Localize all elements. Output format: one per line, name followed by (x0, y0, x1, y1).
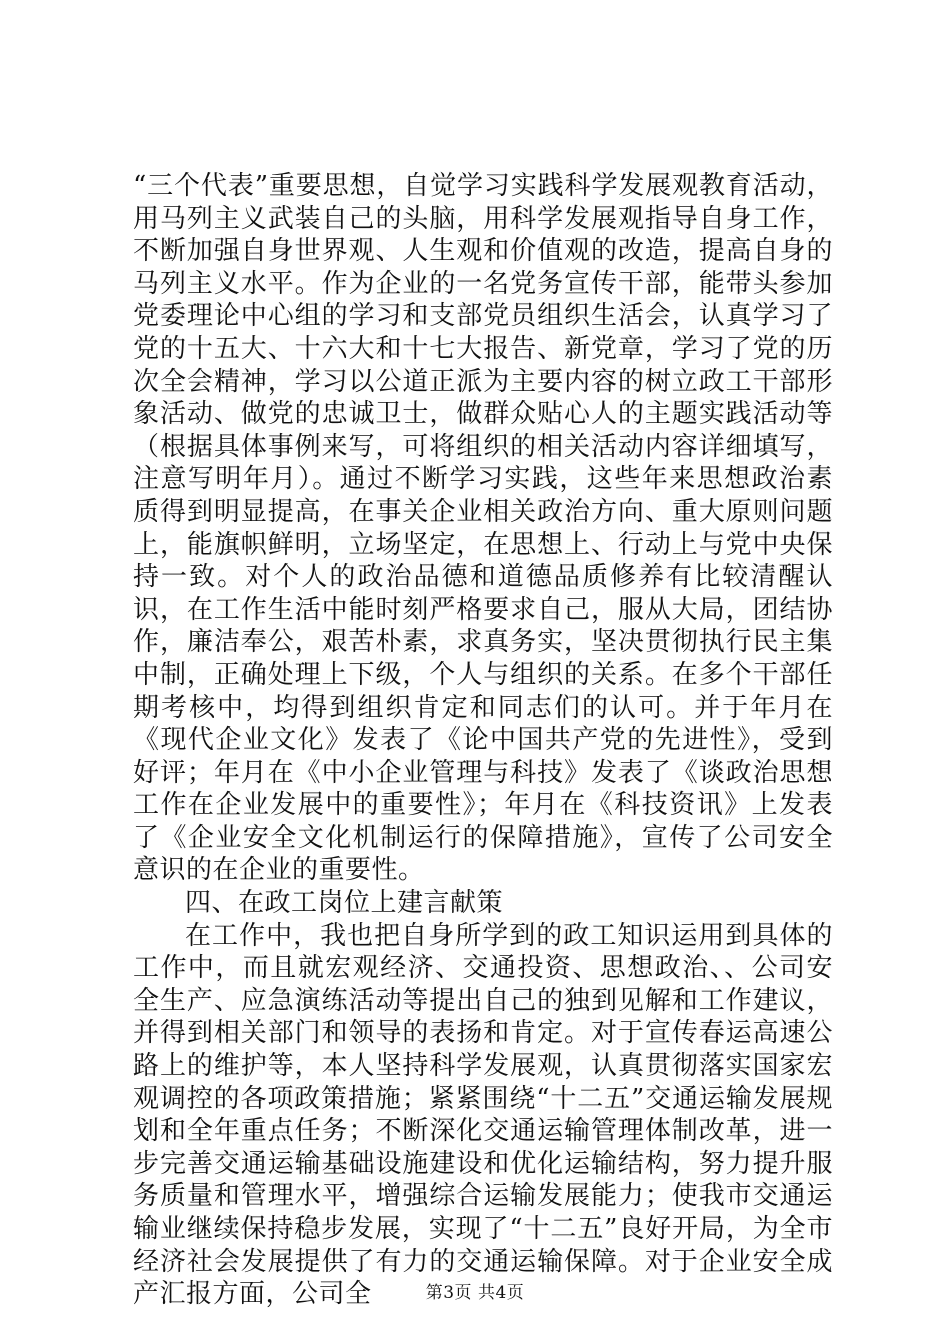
section-heading-4: 四、在政工岗位上建言献策 (185, 888, 504, 919)
paragraph-political-study: “三个代表”重要思想，自觉学习实践科学发展观教育活动，用马列主义武装自己的头脑，用科学发展观指导自身工作，不断加强自身世界观、人生观和价值观的改造，提高自身的马列主义水平。作为企业的一名党务宣传干部，能带头参加党委理论中心组的学习和支部党员组织生活会，认真学习了党的十五大、十六大和十七大报告、新党章，学习了党的历次全会精神，学习以公道正派为主要内容的树立政工干部形象活动、做党的忠诚卫士，做群众贴心人的主题实践活动等（根据具体事例来写，可将组织的相关活动内容详细填写，注意写明年月）。通过不断学习实践，这些年来思想政治素质得到明显提高，在事关企业相关政治方向、重大原则问题上，能旗帜鲜明，立场坚定，在思想上、行动上与党中央保持一致。对个人的政治品德和道德品质修养有比较清醒认识，在工作生活中能时刻严格要求自己，服从大局，团结协作，廉洁奉公，艰苦朴素，求真务实，坚决贯彻执行民主集中制，正确处理上下级，个人与组织的关系。在多个干部任期考核中，均得到组织肯定和同志们的认可。并于年月在《现代企业文化》发表了《论中国共产党的先进性》，受到好评；年月在《中小企业管理与科技》发表了《谈政治思想工作在企业发展中的重要性》；年月在《科技资讯》上发表了《企业安全文化机制运行的保障措施》，宣传了公司安全意识的在企业的重要性。 (133, 171, 833, 886)
paragraph-suggestions: 在工作中，我也把自身所学到的政工知识运用到具体的工作中，而且就宏观经济、交通投资、思想政治、、公司安全生产、应急演练活动等提出自己的独到见解和工作建议，并得到相关部门和领导的表扬和肯定。对于宣传春运高速公路上的维护等，本人坚持科学发展观，认真贯彻落实国家宏观调控的各项政策措施；紧紧围绕“十二五”交通运输发展规划和全年重点任务；不断深化交通运输管理体制改革，进一步完善交通运输基础设施建设和优化运输结构，努力提升服务质量和管理水平，增强综合运输发展能力；使我市交通运输业继续保持稳步发展，实现了“十二五”良好开局，为全市经济社会发展提供了有力的交通运输保障。对于企业安全成产汇报方面，公司全 (133, 920, 833, 1310)
page-footer (0, 1282, 950, 1304)
body-text (133, 170, 833, 1311)
page-number: 第3页 共4页 (425, 1283, 525, 1303)
